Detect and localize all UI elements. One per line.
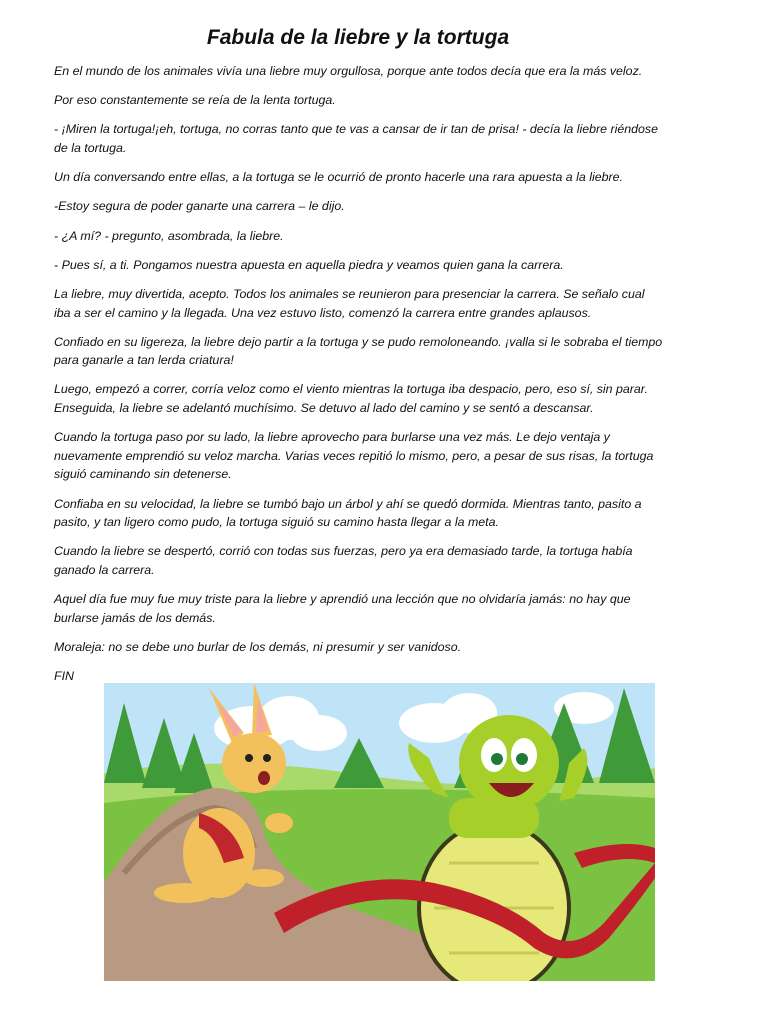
paragraph: Un día conversando entre ellas, a la tortuga se le ocurrió de pronto hacerle una rara apuesta a la liebre. <box>54 170 623 185</box>
paragraph: La liebre, muy divertida, acepto. Todos los animales se reunieron para presenciar la carrera. Se señalo cual iba a ser el camino y la llegada. Una vez estuvo listo, comenzó la carrera entre grandes aplausos. <box>54 286 645 320</box>
paragraph: - ¡Miren la tortuga!¡eh, tortuga, no corras tanto que te vas a cansar de ir tan de prisa! - decía la liebre riéndose de la tortuga. <box>54 122 659 155</box>
story-text <box>54 62 664 696</box>
paragraph: Cuando la liebre se despertó, corrió con todas sus fuerzas, pero ya era demasiado tarde, la tortuga había ganado la carrera. <box>54 544 633 577</box>
paragraph: Confiado en su ligereza, la liebre dejo partir a la tortuga y se pudo remoloneando. ¡valla si le sobraba el tiempo para ganarle a tan lerda criatura! <box>54 334 663 368</box>
paragraph: Aquel día fue muy fue muy triste para la liebre y aprendió una lección que no olvidaría jamás: no hay que burlarse jamás de los demás. <box>54 592 631 625</box>
page-title: Fabula de la liebre y la tortuga <box>206 26 510 49</box>
paragraph: Por eso constantemente se reía de la lenta tortuga. <box>54 93 336 108</box>
paragraph: Confiaba en su velocidad, la liebre se tumbó bajo un árbol y ahí se quedó dormida. Mientras tanto, pasito a pasito, y tan ligero como pudo, la tortuga siguió su camino hasta llegar a la meta. <box>54 496 642 530</box>
paragraph: -Estoy segura de poder ganarte una carrera – le dijo. <box>54 199 345 214</box>
paragraph: En el mundo de los animales vivía una liebre muy orgullosa, porque ante todos decía que era la más veloz. <box>54 64 643 78</box>
moral-paragraph: Moraleja: no se debe uno burlar de los demás, ni presumir y ser vanidoso. <box>54 639 462 654</box>
story-illustration <box>104 683 655 981</box>
end-marker: FIN <box>54 669 74 684</box>
hare-tortoise-illustration <box>104 683 655 981</box>
paragraph: Cuando la tortuga paso por su lado, la liebre aprovecho para burlarse una vez más. Le dejo ventaja y nuevamente emprendió su veloz marcha. Varias veces repitió lo mismo, pero, a pesar de sus risas, la tortuga siguió caminando sin detenerse. <box>54 430 654 482</box>
paragraph: - Pues sí, a ti. Pongamos nuestra apuesta en aquella piedra y veamos quien gana la carrera. <box>54 257 564 272</box>
paragraph: Luego, empezó a correr, corría veloz como el viento mientras la tortuga iba despacio, pero, eso sí, sin parar. Enseguida, la liebre se adelantó muchísimo. Se detuvo al lado del camino y se sentó a descansar. <box>54 382 648 416</box>
paragraph: - ¿A mí? - pregunto, asombrada, la liebre. <box>54 228 284 243</box>
